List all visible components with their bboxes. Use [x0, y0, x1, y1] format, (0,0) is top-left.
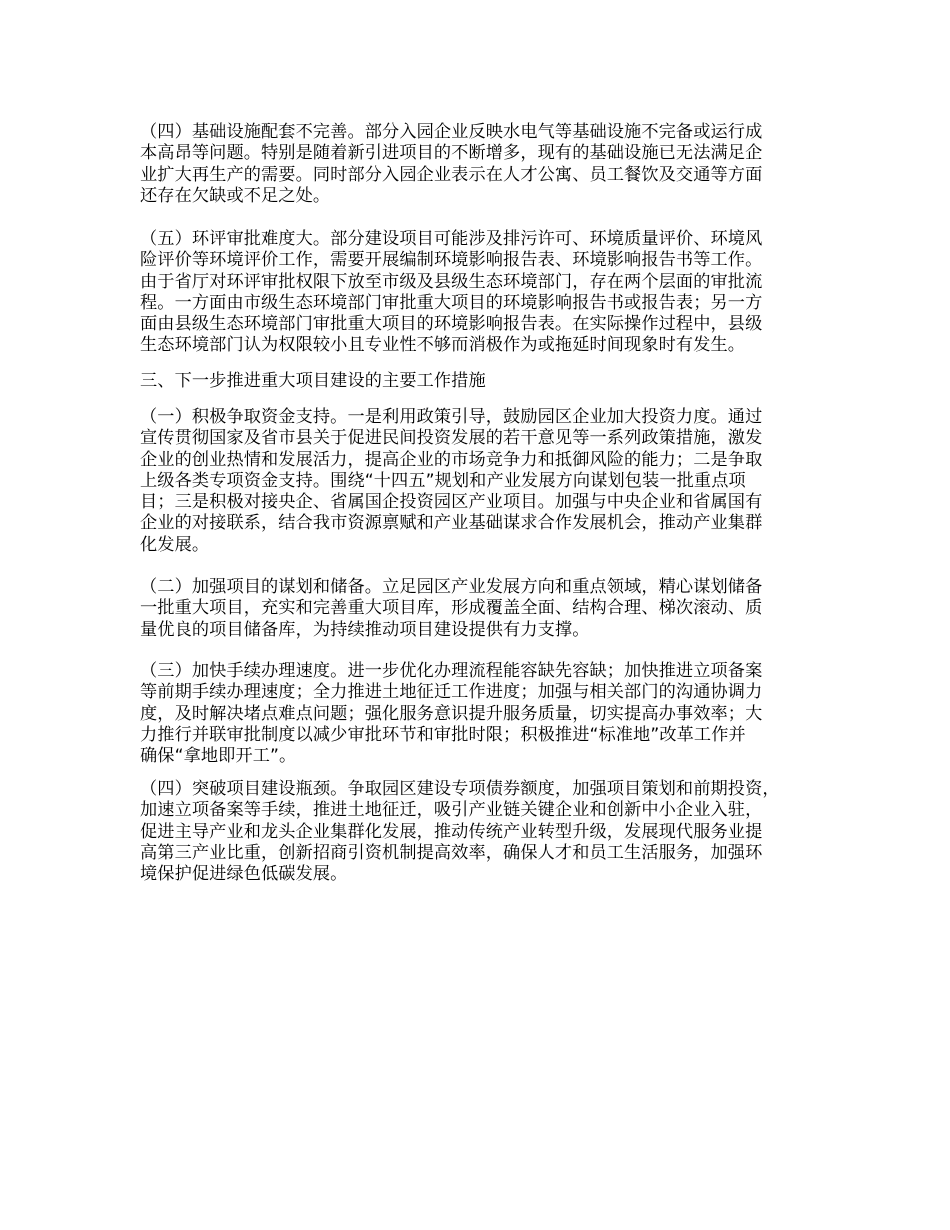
text-line: （四）突破项目建设瓶颈。争取园区建设专项债券额度，加强项目策划和前期投资，	[140, 779, 780, 799]
text-line: 本高昂等问题。特别是随着新引进项目的不断增多，现有的基础设施已无法满足企	[140, 143, 763, 164]
text-line: 企业的创业热情和发展活力，提高企业的市场竞争力和抵御风险的能力；二是争取	[140, 449, 763, 470]
paragraph	[140, 229, 840, 357]
text-line: （二）加强项目的谋划和储备。立足园区产业发展方向和重点领域，精心谋划储备	[140, 577, 763, 597]
text-line: 面由县级生态环境部门审批重大项目的环境影响报告表。在实际操作过程中，县级	[140, 314, 763, 335]
paragraph	[140, 577, 840, 641]
text-line: 一批重大项目，充实和完善重大项目库，形成覆盖全面、结构合理、梯次滚动、质	[140, 598, 763, 619]
text-line: 生态环境部门认为权限较小且专业性不够而消极作为或拖延时间现象时有发生。	[140, 335, 746, 356]
text-line: 量优良的项目储备库，为持续推动项目建设提供有力支撑。	[140, 619, 590, 640]
text-line: 宣传贯彻国家及省市县关于促进民间投资发展的若干意见等一系列政策措施，激发	[140, 428, 763, 449]
paragraph	[140, 122, 840, 207]
text-line: （四）基础设施配套不完善。部分入园企业反映水电气等基础设施不完备或运行成	[140, 122, 763, 142]
text-line: （三）加快手续办理速度。进一步优化办理流程能容缺先容缺；加快推进立项备案	[140, 661, 763, 681]
paragraph	[140, 407, 840, 556]
text-line: 业扩大再生产的需要。同时部分入园企业表示在人才公寓、员工餐饮及交通等方面	[140, 164, 763, 185]
text-line: 目；三是积极对接央企、省属国企投资园区产业项目。加强与中央企业和省属国有	[140, 492, 763, 513]
text-line: （一）积极争取资金支持。一是利用政策引导，鼓励园区企业加大投资力度。通过	[140, 407, 763, 427]
paragraph	[140, 661, 840, 767]
section-heading	[140, 371, 840, 392]
text-line: 高第三产业比重，创新招商引资机制提高效率，确保人才和员工生活服务，加强环	[140, 842, 763, 863]
text-line: 程。一方面由市级生态环境部门审批重大项目的环境影响报告书或报告表；另一方	[140, 292, 763, 313]
text-line: 度，及时解决堵点难点问题；强化服务意识提升服务质量，切实提高办事效率；大	[140, 703, 763, 724]
text-line: 企业的对接联系，结合我市资源禀赋和产业基础谋求合作发展机会，推动产业集群	[140, 513, 763, 534]
text-line: 境保护促进绿色低碳发展。	[140, 864, 348, 885]
text-line: 力推行并联审批制度以减少审批环节和审批时限；积极推进“标准地”改革工作并	[140, 724, 746, 745]
text-line: 由于省厅对环评审批权限下放至市级及县级生态环境部门，存在两个层面的审批流	[140, 271, 763, 292]
text-line: 加速立项备案等手续，推进土地征迁，吸引产业链关键企业和创新中小企业入驻，	[140, 800, 763, 821]
text-line: 确保“拿地即开工”。	[140, 746, 297, 767]
text-line: 险评价等环境评价工作，需要开展编制环境影响报告表、环境影响报告书等工作。	[140, 250, 763, 271]
text-line: 还存在欠缺或不足之处。	[140, 185, 331, 206]
text-line: （五）环评审批难度大。部分建设项目可能涉及排污许可、环境质量评价、环境风	[140, 229, 763, 249]
text-line: 促进主导产业和龙头企业集群化发展，推动传统产业转型升级，发展现代服务业提	[140, 821, 763, 842]
text-line: 化发展。	[140, 534, 210, 555]
text-line: 等前期手续办理速度；全力推进土地征迁工作进度；加强与相关部门的沟通协调力	[140, 682, 763, 703]
text-line: 上级各类专项资金支持。围绕“十四五”规划和产业发展方向谋划包装一批重点项	[140, 470, 746, 491]
text-line: 三、下一步推进重大项目建设的主要工作措施	[140, 371, 486, 391]
paragraph	[140, 779, 840, 885]
